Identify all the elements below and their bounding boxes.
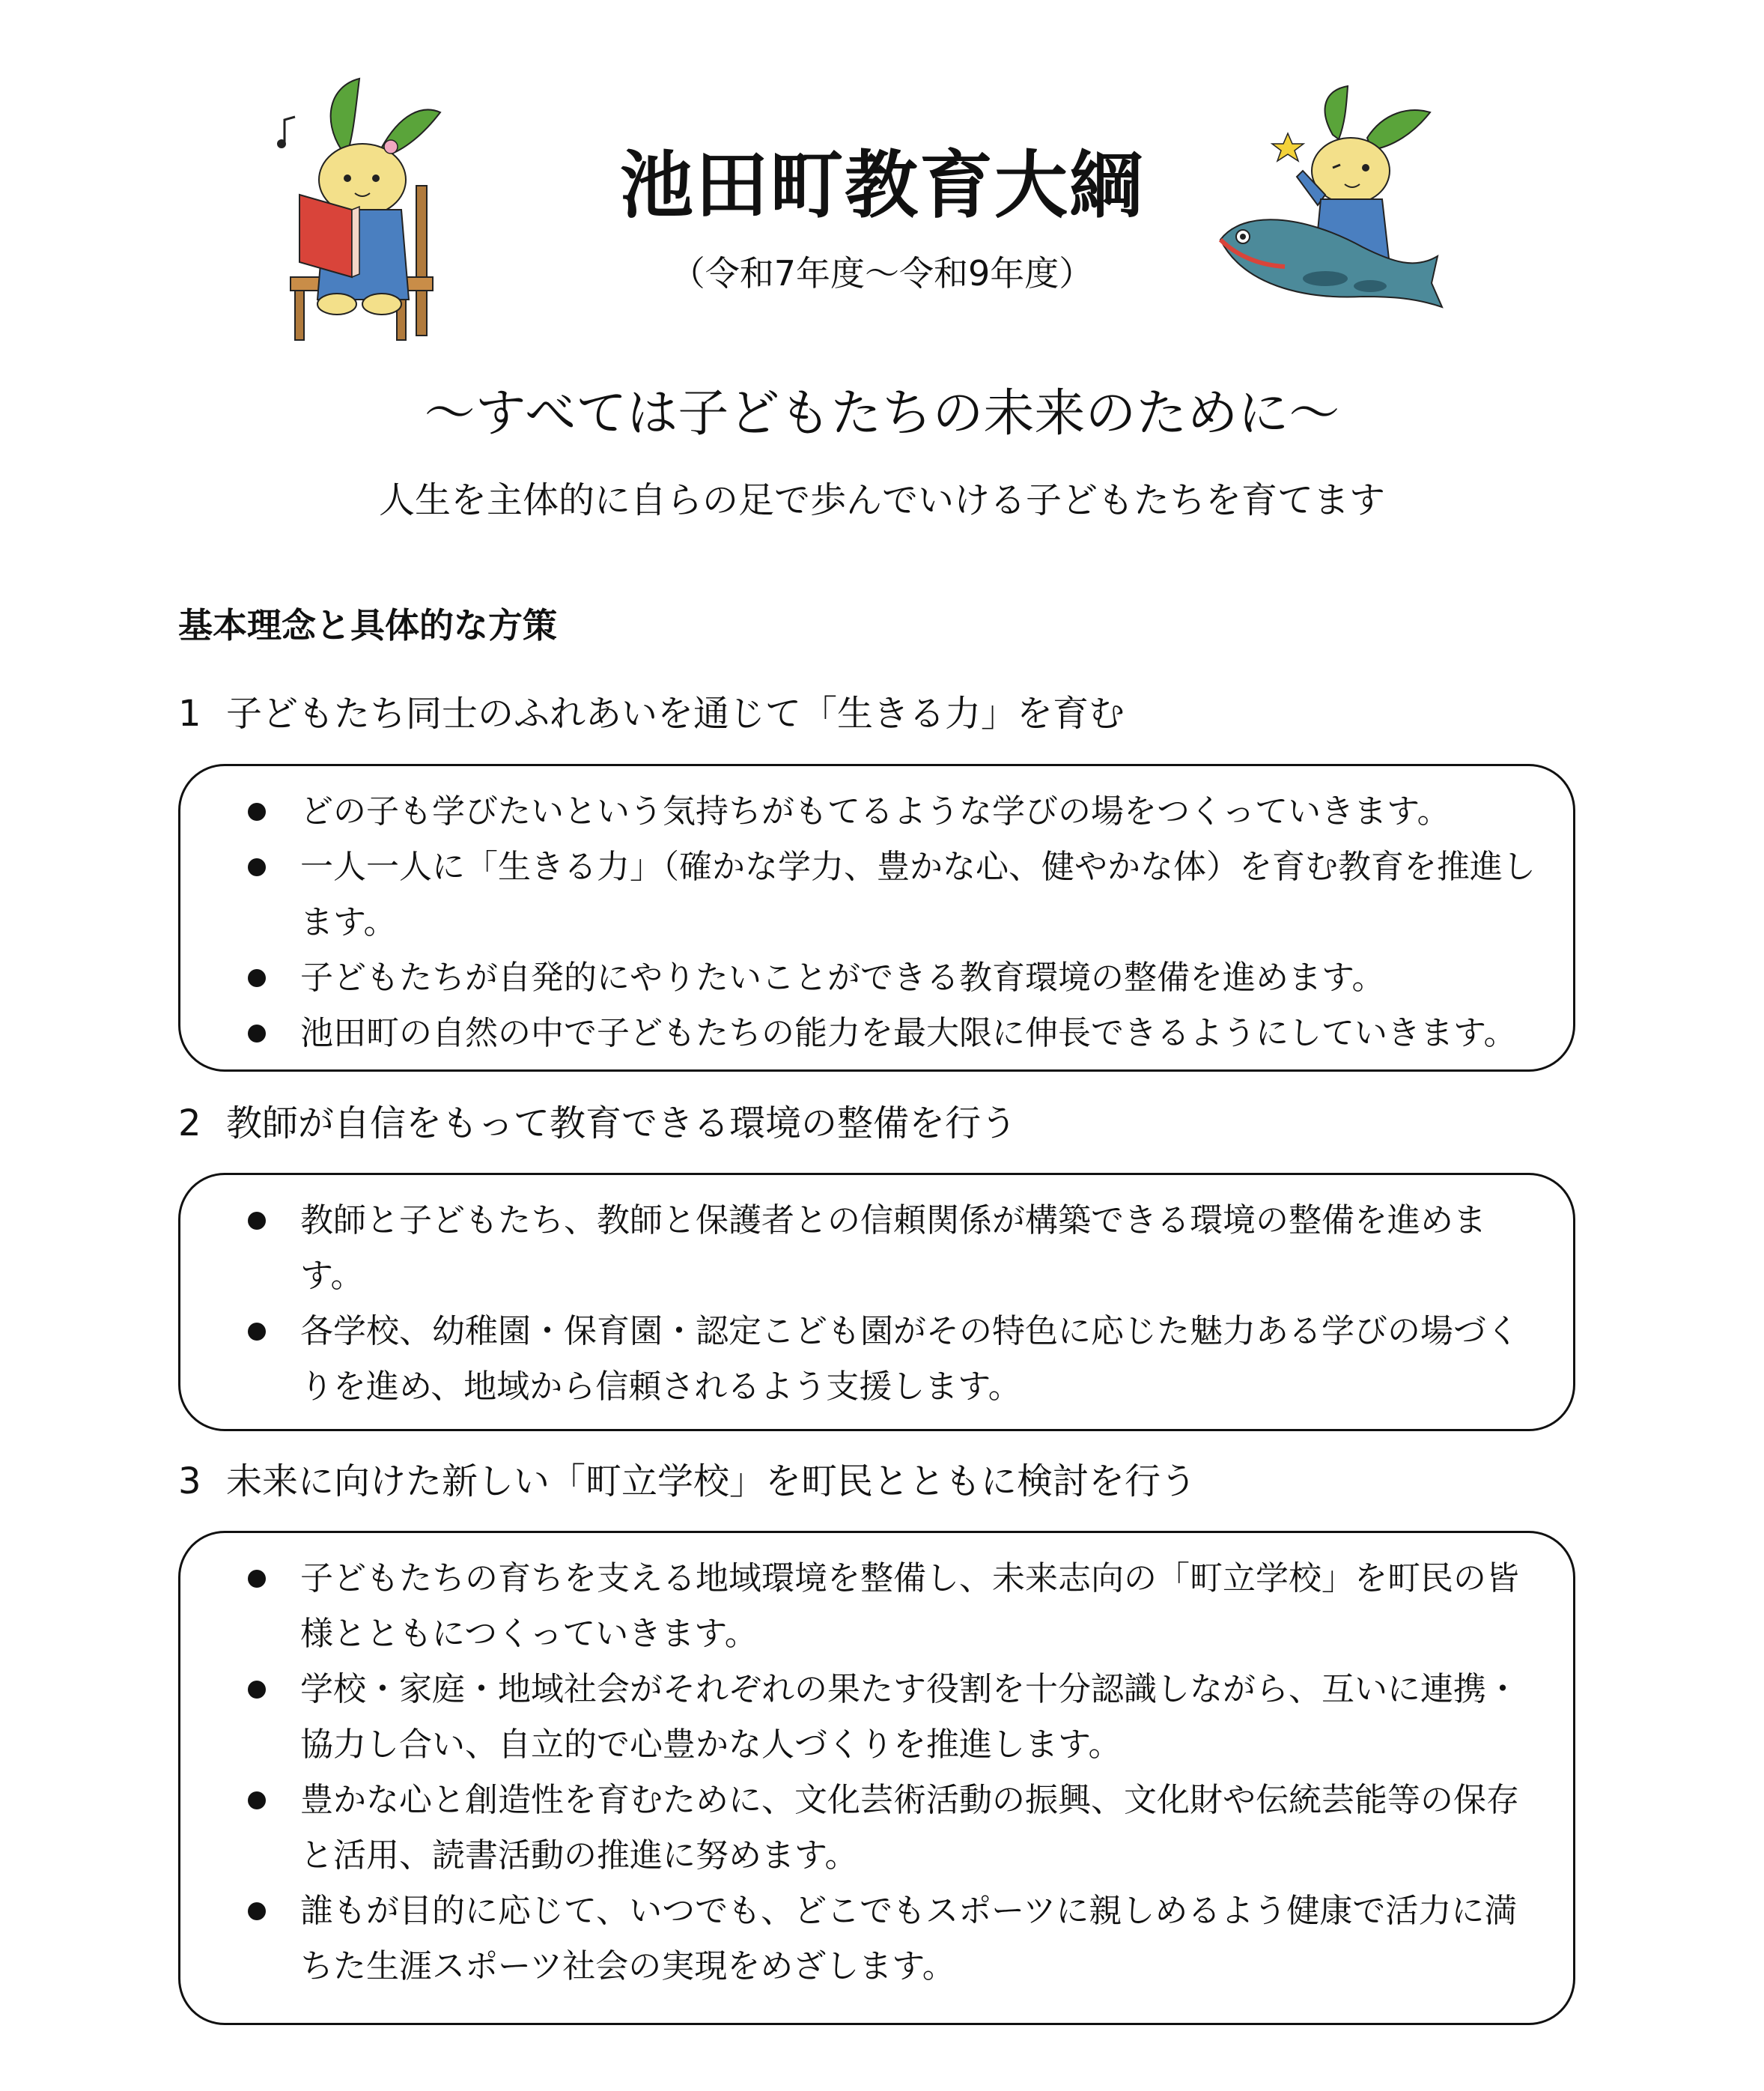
policy-list	[248, 784, 1543, 1061]
policy-title: 未来に向けた新しい「町立学校」を町民とともに検討を行う	[226, 1460, 1197, 1502]
page-title: 池田町教育大綱	[619, 143, 1144, 228]
policy-title: 子どもたち同士のふれあいを通じて「生きる力」を育む	[226, 693, 1125, 735]
bullet-icon	[248, 1212, 266, 1230]
policy-heading-3	[178, 1460, 1196, 1504]
list-item: どの子も学びたいという気持ちがもてるような学びの場をつくっていきます。	[248, 784, 1543, 840]
list-item: 誰もが目的に応じて、いつでも、どこでもスポーツに親しめるよう健康で活力に満ちた生涯スポーツ社会の実現をめざします。	[248, 1884, 1543, 1994]
policy-number: 1	[178, 693, 201, 735]
bullet-icon	[248, 1570, 266, 1588]
policy-heading-1	[178, 693, 1125, 736]
policy-number: 2	[178, 1102, 201, 1144]
slogan: ～すべては子どもたちの未来のために～	[424, 384, 1340, 443]
bullet-icon	[248, 1902, 266, 1920]
bullet-icon	[248, 1791, 266, 1809]
policy-heading-2	[178, 1102, 1017, 1146]
tagline: 人生を主体的に自らの足で歩んでいける子どもたちを育てます	[378, 479, 1385, 521]
bullet-icon	[248, 1323, 266, 1341]
bullet-icon	[248, 969, 266, 987]
plan-period: （令和7年度～令和9年度）	[670, 253, 1094, 294]
policy-list	[248, 1193, 1543, 1415]
bullet-icon	[248, 1025, 266, 1043]
bullet-icon	[248, 858, 266, 876]
list-item: 豊かな心と創造性を育むために、文化芸術活動の振興、文化財や伝統芸能等の保存と活用、読書活動の推進に努めます。	[248, 1773, 1543, 1884]
policy-title: 教師が自信をもって教育できる環境の整備を行う	[226, 1102, 1018, 1144]
bullet-icon	[248, 803, 266, 821]
list-item: 教師と子どもたち、教師と保護者との信頼関係が構築できる環境の整備を進めます。	[248, 1193, 1543, 1304]
list-item: 池田町の自然の中で子どもたちの能力を最大限に伸長できるようにしていきます。	[248, 1006, 1543, 1061]
list-item: 各学校、幼稚園・保育園・認定こども園がその特色に応じた魅力ある学びの場づくりを進め、地域から信頼されるよう支援します。	[248, 1304, 1543, 1415]
policy-number: 3	[178, 1460, 201, 1502]
policy-list	[248, 1551, 1543, 1994]
bullet-icon	[248, 1681, 266, 1699]
policy-box-1	[178, 764, 1575, 1072]
list-item: 子どもたちの育ちを支える地域環境を整備し、未来志向の「町立学校」を町民の皆様とともにつくっていきます。	[248, 1551, 1543, 1662]
policy-box-3	[178, 1531, 1575, 2025]
list-item: 学校・家庭・地域社会がそれぞれの果たす役割を十分認識しながら、互いに連携・協力し合い、自立的で心豊かな人づくりを推進します。	[248, 1662, 1543, 1773]
policy-box-2	[178, 1173, 1575, 1431]
list-item: 一人一人に「生きる力」（確かな学力、豊かな心、健やかな体）を育む教育を推進します。	[248, 840, 1543, 950]
list-item: 子どもたちが自発的にやりたいことができる教育環境の整備を進めます。	[248, 950, 1543, 1006]
section-heading: 基本理念と具体的な方策	[178, 605, 557, 646]
